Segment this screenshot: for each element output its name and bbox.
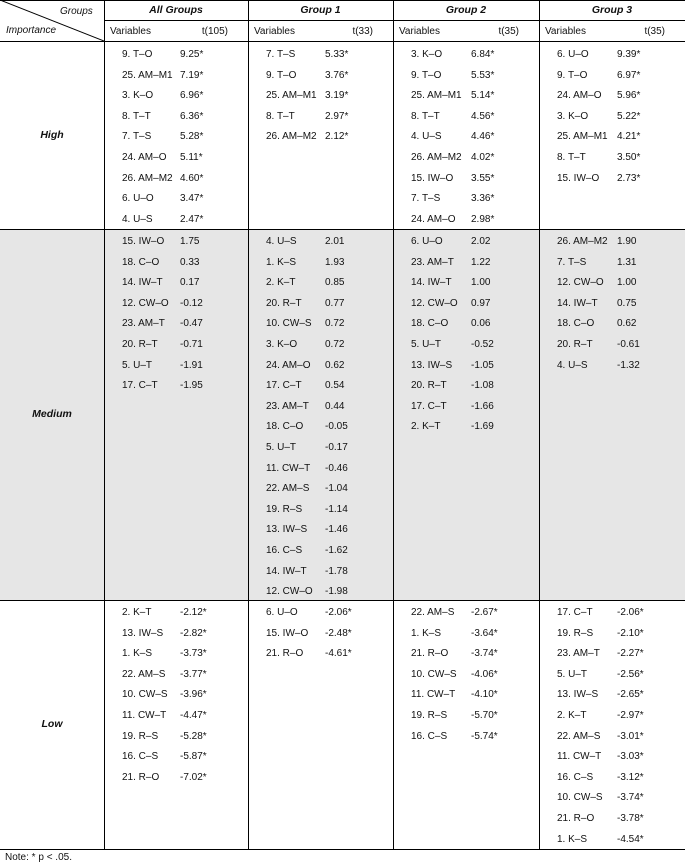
variable-cell: 24. AM–O <box>266 359 311 371</box>
t-value-cell: 9.39* <box>617 49 641 60</box>
variable-cell: 12. CW–O <box>557 277 604 289</box>
variable-cell: 10. CW–S <box>266 318 312 330</box>
variable-cell: 10. CW–S <box>557 792 603 804</box>
t-value-cell: 4.21* <box>617 131 641 143</box>
t-value-cell: -1.78 <box>325 565 348 577</box>
variable-cell: 2. K–T <box>122 607 152 618</box>
variables-header: Variables <box>110 26 151 37</box>
t-value-cell: -3.73* <box>180 648 207 660</box>
variable-cell: 7. T–S <box>266 49 296 60</box>
group-header: Group 1 <box>300 4 341 16</box>
t-value-cell: 2.02 <box>471 236 491 247</box>
t-value-cell: -0.12 <box>180 297 203 309</box>
t-value-cell: 3.50* <box>617 152 641 163</box>
t-value-cell: 0.54 <box>325 380 345 392</box>
high-bottom-rule <box>0 229 685 230</box>
variable-cell: 19. R–S <box>557 627 594 639</box>
variable-cell: 24. AM–O <box>411 213 456 225</box>
t-value-cell: -2.67* <box>471 607 498 618</box>
variable-cell: 22. AM–S <box>411 607 455 618</box>
t-value-cell: -2.65* <box>617 689 644 701</box>
t-value-cell: 0.06 <box>471 318 491 330</box>
group-header-rule <box>104 20 685 21</box>
t-value-cell: -1.62 <box>325 545 348 556</box>
variable-cell: 6. U–O <box>266 607 298 618</box>
variable-cell: 16. C–S <box>266 545 303 556</box>
t-value-cell: 3.36* <box>471 193 495 205</box>
variable-cell: 13. IW–S <box>411 359 453 371</box>
t-value-cell: 0.33 <box>180 256 200 268</box>
variable-cell: 13. IW–S <box>122 627 164 639</box>
t-value-cell: -3.01* <box>617 730 644 742</box>
t-value-cell: 2.98* <box>471 213 495 225</box>
variable-cell: 6. U–O <box>122 193 154 205</box>
t-header: t(35) <box>644 26 665 37</box>
col-rule-2 <box>248 0 249 850</box>
t-value-cell: 6.97* <box>617 69 641 81</box>
t-value-cell: -0.52 <box>471 339 494 350</box>
variable-cell: 23. AM–T <box>557 648 600 660</box>
variable-cell: 16. C–S <box>411 730 448 742</box>
variable-cell: 14. IW–T <box>557 297 598 309</box>
variable-cell: 23. AM–T <box>266 400 309 412</box>
variable-cell: 14. IW–T <box>266 565 307 577</box>
variable-cell: 25. AM–M1 <box>122 69 173 81</box>
variable-cell: 25. AM–M1 <box>411 90 462 102</box>
t-value-cell: 5.96* <box>617 90 641 102</box>
variable-cell: 7. T–S <box>122 131 152 143</box>
variable-cell: 26. AM–M2 <box>411 152 462 163</box>
t-value-cell: -3.03* <box>617 751 644 763</box>
t-value-cell: -1.32 <box>617 359 640 371</box>
t-value-cell: 2.73* <box>617 172 641 184</box>
t-value-cell: -2.27* <box>617 648 644 660</box>
t-value-cell: -5.87* <box>180 751 207 763</box>
variable-cell: 19. R–S <box>266 503 303 515</box>
variable-cell: 9. T–O <box>557 69 588 81</box>
variable-cell: 13. IW–S <box>266 524 308 536</box>
t-value-cell: -1.66 <box>471 400 494 412</box>
t-value-cell: 6.36* <box>180 110 204 122</box>
variable-cell: 3. K–O <box>411 49 443 60</box>
variable-cell: 8. T–T <box>122 110 151 122</box>
t-value-cell: -3.78* <box>617 813 644 824</box>
t-value-cell: -3.74* <box>471 648 498 660</box>
t-value-cell: 9.25* <box>180 49 204 60</box>
t-value-cell: 0.97 <box>471 297 491 309</box>
variable-cell: 17. C–T <box>557 607 593 618</box>
t-value-cell: -2.48* <box>325 627 352 639</box>
group-header: All Groups <box>149 4 203 16</box>
t-value-cell: -4.61* <box>325 648 352 660</box>
variable-cell: 8. T–T <box>266 110 295 122</box>
t-value-cell: 0.62 <box>325 359 345 371</box>
t-value-cell: -2.12* <box>180 607 207 618</box>
t-value-cell: -2.06* <box>325 607 352 618</box>
variable-cell: 20. R–T <box>122 339 158 350</box>
t-value-cell: 4.02* <box>471 152 495 163</box>
importance-low: Low <box>41 718 63 730</box>
importance-medium: Medium <box>32 408 72 420</box>
variables-header: Variables <box>254 26 295 37</box>
t-value-cell: -3.12* <box>617 771 644 783</box>
t-value-cell: 3.47* <box>180 193 204 205</box>
t-value-cell: 5.22* <box>617 110 641 122</box>
variable-cell: 3. K–O <box>122 90 154 102</box>
variable-cell: 7. T–S <box>411 193 441 205</box>
t-value-cell: 5.53* <box>471 69 495 81</box>
variable-cell: 24. AM–O <box>557 90 602 102</box>
variable-cell: 26. AM–M2 <box>557 236 608 247</box>
variable-cell: 18. C–O <box>411 318 449 330</box>
t-value-cell: 1.22 <box>471 256 491 268</box>
t-value-cell: 0.77 <box>325 297 345 309</box>
t-value-cell: 2.12* <box>325 131 349 143</box>
variable-cell: 11. CW–T <box>266 462 311 474</box>
variable-cell: 1. K–S <box>411 627 442 639</box>
variable-cell: 23. AM–T <box>122 318 165 330</box>
t-value-cell: 2.97* <box>325 110 349 122</box>
variable-cell: 21. R–O <box>411 648 449 660</box>
t-header: t(35) <box>498 26 519 37</box>
variable-cell: 8. T–T <box>557 152 586 163</box>
table-note: Note: * p < .05. <box>5 852 72 863</box>
variable-cell: 22. AM–S <box>122 668 166 680</box>
t-value-cell: 4.60* <box>180 172 204 184</box>
variable-cell: 5. U–T <box>266 442 297 453</box>
variable-cell: 6. U–O <box>557 49 589 60</box>
t-value-cell: -2.82* <box>180 627 207 639</box>
variable-cell: 3. K–O <box>557 110 589 122</box>
variable-cell: 15. IW–O <box>122 236 165 247</box>
t-value-cell: 7.19* <box>180 69 204 81</box>
variable-cell: 17. C–T <box>266 380 302 392</box>
variables-header: Variables <box>399 26 440 37</box>
t-value-cell: -5.74* <box>471 730 498 742</box>
t-value-cell: -1.05 <box>471 359 494 371</box>
t-value-cell: -0.46 <box>325 462 348 474</box>
variable-cell: 15. IW–O <box>557 172 600 184</box>
variable-cell: 18. C–O <box>266 421 304 433</box>
variable-cell: 5. U–T <box>557 668 588 680</box>
variable-cell: 9. T–O <box>411 69 442 81</box>
variable-cell: 16. C–S <box>122 751 159 763</box>
col-rule-1 <box>104 0 105 850</box>
group-header: Group 3 <box>591 4 633 16</box>
t-value-cell: -0.17 <box>325 442 348 453</box>
variable-cell: 4. U–S <box>266 236 297 247</box>
variable-cell: 26. AM–M2 <box>122 172 173 184</box>
variable-cell: 2. K–T <box>557 710 587 721</box>
t-header: t(33) <box>352 26 373 37</box>
t-value-cell: -5.28* <box>180 730 207 742</box>
variable-cell: 2. K–T <box>266 277 296 289</box>
variable-cell: 20. R–T <box>266 297 302 309</box>
variable-cell: 22. AM–S <box>557 730 601 742</box>
variable-cell: 9. T–O <box>122 49 153 60</box>
variable-cell: 4. U–S <box>122 213 153 225</box>
t-value-cell: 1.31 <box>617 256 637 268</box>
variable-cell: 14. IW–T <box>411 277 452 289</box>
t-value-cell: -2.97* <box>617 710 644 721</box>
t-value-cell: 1.93 <box>325 256 345 268</box>
variable-cell: 10. CW–S <box>411 668 457 680</box>
variable-cell: 10. CW–S <box>122 689 168 701</box>
variables-header: Variables <box>545 26 586 37</box>
t-value-cell: -0.71 <box>180 339 203 350</box>
variable-cell: 1. K–S <box>266 256 297 268</box>
t-value-cell: 0.75 <box>617 297 637 309</box>
variable-cell: 15. IW–O <box>411 172 454 184</box>
t-value-cell: 1.00 <box>617 277 637 289</box>
t-value-cell: -1.46 <box>325 524 348 536</box>
variable-cell: 8. T–T <box>411 110 440 122</box>
t-value-cell: -5.70* <box>471 710 498 721</box>
variable-cell: 19. R–S <box>411 710 448 721</box>
t-value-cell: -3.74* <box>617 792 644 804</box>
t-value-cell: 0.17 <box>180 277 200 289</box>
variable-cell: 5. U–T <box>122 359 153 371</box>
variable-cell: 19. R–S <box>122 730 159 742</box>
t-value-cell: 3.19* <box>325 90 349 102</box>
t-value-cell: 5.28* <box>180 131 204 143</box>
importance-high: High <box>40 129 64 141</box>
t-value-cell: -2.56* <box>617 668 644 680</box>
variable-cell: 21. R–O <box>557 813 595 824</box>
variable-cell: 5. U–T <box>411 339 442 350</box>
t-value-cell: 5.14* <box>471 90 495 102</box>
variable-cell: 16. C–S <box>557 771 594 783</box>
t-value-cell: -2.10* <box>617 627 644 639</box>
t-value-cell: -3.96* <box>180 689 207 701</box>
corner-groups-label: Groups <box>60 6 93 17</box>
variable-cell: 26. AM–M2 <box>266 131 317 143</box>
t-value-cell: -1.69 <box>471 421 494 433</box>
corner-importance-label: Importance <box>6 25 57 36</box>
t-value-cell: -1.08 <box>471 380 494 392</box>
variable-cell: 20. R–T <box>411 380 447 392</box>
header-bottom-rule <box>0 41 685 42</box>
t-value-cell: -1.14 <box>325 503 348 515</box>
t-value-cell: -1.95 <box>180 380 203 392</box>
t-value-cell: -4.54* <box>617 833 644 845</box>
t-value-cell: -7.02* <box>180 771 207 783</box>
variable-cell: 21. R–O <box>122 771 160 783</box>
t-value-cell: -0.05 <box>325 421 348 433</box>
variable-cell: 17. C–T <box>411 400 447 412</box>
variable-cell: 15. IW–O <box>266 627 309 639</box>
t-value-cell: 1.90 <box>617 236 637 247</box>
t-value-cell: -0.47 <box>180 318 203 330</box>
variable-cell: 22. AM–S <box>266 483 310 495</box>
variable-cell: 23. AM–T <box>411 256 454 268</box>
variable-cell: 11. CW–T <box>122 710 167 721</box>
variable-cell: 24. AM–O <box>122 152 167 163</box>
variable-cell: 18. C–O <box>557 318 595 330</box>
t-value-cell: -1.91 <box>180 359 203 371</box>
t-value-cell: 0.72 <box>325 318 345 330</box>
variable-cell: 1. K–S <box>122 648 153 660</box>
variable-cell: 11. CW–T <box>557 751 602 763</box>
variable-cell: 12. CW–O <box>122 297 169 309</box>
variable-cell: 12. CW–O <box>411 297 458 309</box>
variable-cell: 11. CW–T <box>411 689 456 701</box>
t-value-cell: -4.06* <box>471 668 498 680</box>
t-value-cell: 3.76* <box>325 69 349 81</box>
variable-cell: 12. CW–O <box>266 586 313 598</box>
t-value-cell: 6.84* <box>471 49 495 60</box>
variable-cell: 4. U–S <box>411 131 442 143</box>
t-value-cell: 5.11* <box>180 152 203 163</box>
t-value-cell: -0.61 <box>617 339 640 350</box>
col-rule-4 <box>539 0 540 850</box>
t-value-cell: -4.10* <box>471 689 498 701</box>
variable-cell: 3. K–O <box>266 339 298 350</box>
variable-cell: 25. AM–M1 <box>266 90 317 102</box>
variable-cell: 13. IW–S <box>557 689 599 701</box>
variable-cell: 20. R–T <box>557 339 593 350</box>
variable-cell: 1. K–S <box>557 833 588 845</box>
col-rule-3 <box>393 0 394 850</box>
t-value-cell: -4.47* <box>180 710 207 721</box>
t-value-cell: 2.01 <box>325 236 345 247</box>
t-value-cell: 0.44 <box>325 400 345 412</box>
variable-cell: 7. T–S <box>557 256 587 268</box>
variable-cell: 18. C–O <box>122 256 160 268</box>
t-value-cell: -1.98 <box>325 586 348 598</box>
t-value-cell: 4.46* <box>471 131 495 143</box>
variable-cell: 25. AM–M1 <box>557 131 608 143</box>
t-value-cell: 5.33* <box>325 49 349 60</box>
variable-cell: 21. R–O <box>266 648 304 660</box>
t-value-cell: -3.64* <box>471 627 498 639</box>
t-value-cell: 4.56* <box>471 110 495 122</box>
variable-cell: 4. U–S <box>557 359 588 371</box>
t-value-cell: -3.77* <box>180 668 207 680</box>
t-value-cell: 1.00 <box>471 277 491 289</box>
t-value-cell: 0.62 <box>617 318 637 330</box>
t-value-cell: -2.06* <box>617 607 644 618</box>
group-header: Group 2 <box>445 4 487 16</box>
t-value-cell: -1.04 <box>325 483 348 495</box>
t-value-cell: 3.55* <box>471 172 495 184</box>
variable-cell: 2. K–T <box>411 421 441 433</box>
t-value-cell: 2.47* <box>180 213 204 225</box>
t-value-cell: 1.75 <box>180 236 200 247</box>
variable-cell: 9. T–O <box>266 69 297 81</box>
t-value-cell: 0.85 <box>325 277 345 289</box>
t-value-cell: 0.72 <box>325 339 345 350</box>
t-value-cell: 6.96* <box>180 90 204 102</box>
variable-cell: 17. C–T <box>122 380 158 392</box>
variable-cell: 14. IW–T <box>122 277 163 289</box>
variable-cell: 6. U–O <box>411 236 443 247</box>
t-header: t(105) <box>201 26 228 37</box>
